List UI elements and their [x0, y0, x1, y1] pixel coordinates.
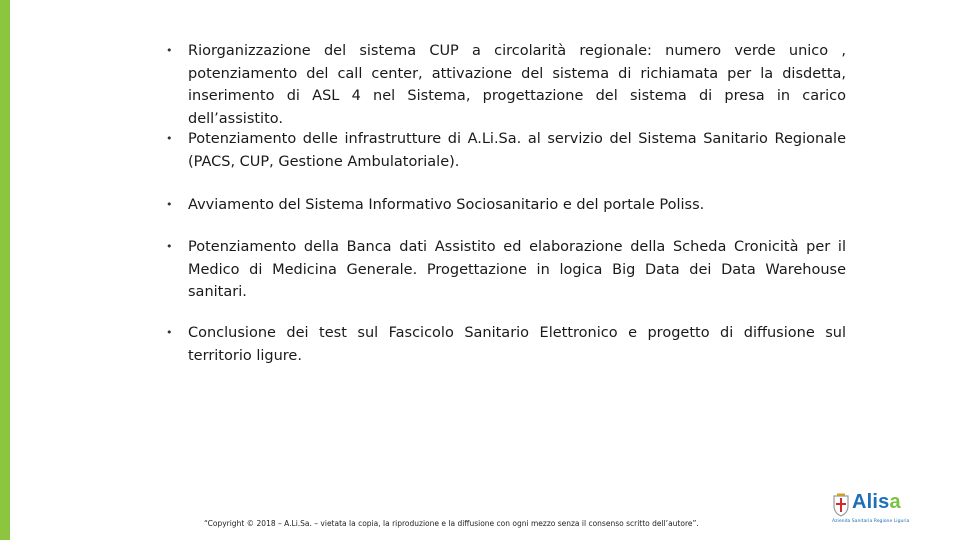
logo-wordmark	[852, 491, 901, 514]
bullet-item	[166, 236, 846, 304]
bullet-dot: •	[166, 198, 173, 211]
logo-subtitle: Azienda Sanitaria Regione Liguria	[832, 519, 910, 524]
logo-word-main: Alis	[852, 491, 890, 513]
alisa-logo	[832, 493, 928, 529]
bullet-text: Avviamento del Sistema Informativo Sociosanitario e del portale Poliss.	[188, 197, 705, 213]
bullet-text: Potenziamento della Banca dati Assistito ed elaborazione della Scheda Cronicità per il Medico di Medicina Generale. Progettazione in logica Big Data dei Data Warehouse sanitari.	[188, 239, 846, 300]
bullet-dot: •	[166, 326, 173, 339]
bullet-text: Riorganizzazione del sistema CUP a circolarità regionale: numero verde unico , potenziamento del call center, attivazione del sistema di richiamata per la disdetta, inserimento di ASL 4 nel Sistema, progettazione del sistema di presa in carico dell’assistito.	[188, 43, 846, 127]
bullet-dot: •	[166, 240, 173, 253]
logo-word-accent: a	[889, 491, 901, 513]
bullet-item	[166, 40, 846, 130]
bullet-text: Potenziamento delle infrastrutture di A.Li.Sa. al servizio del Sistema Sanitario Regionale (PACS, CUP, Gestione Ambulatoriale).	[188, 131, 846, 170]
copyright-notice: “Copyright © 2018 – A.Li.Sa. – vietata la copia, la riproduzione e la diffusione con ogni mezzo senza il consenso scritto dell’autore”.	[204, 519, 699, 528]
bullet-dot: •	[166, 132, 173, 145]
bullet-item	[166, 322, 846, 367]
accent-bar	[0, 0, 10, 540]
bullet-item	[166, 194, 846, 217]
liguria-crest-icon	[832, 493, 850, 517]
bullet-item	[166, 128, 846, 173]
bullet-text: Conclusione dei test sul Fascicolo Sanitario Elettronico e progetto di diffusione sul territorio ligure.	[188, 325, 846, 364]
bullet-dot: •	[166, 44, 173, 57]
